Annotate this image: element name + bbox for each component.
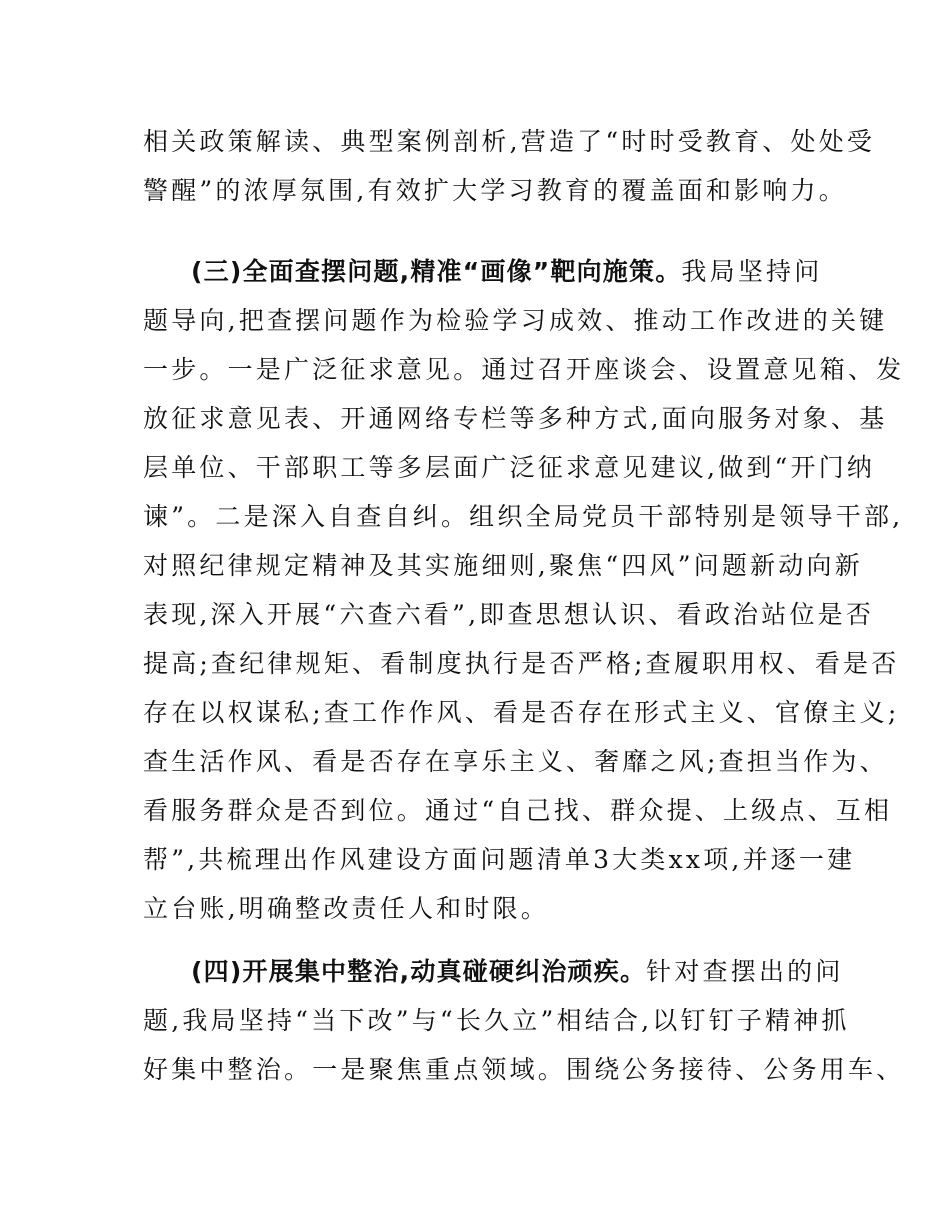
paragraph-line: 对照纪律规定精神及其实施细则,聚焦“四风”问题新动向新	[143, 551, 863, 580]
section-3-first-line-text: 我局坚持问	[681, 257, 823, 286]
paragraph-line: 层单位、干部职工等多层面广泛征求意见建议,做到“开门纳	[143, 453, 876, 482]
paragraph-line: 放征求意见表、开通网络专栏等多种方式,面向服务对象、基	[143, 404, 888, 433]
paragraph-line: 相关政策解读、典型案例剖析,营造了“时时受教育、处处受	[143, 127, 876, 156]
paragraph-line: 查生活作风、看是否存在享乐主义、奢靡之风;查担当作为、	[143, 747, 888, 776]
section-3-first-line	[191, 257, 822, 287]
paragraph-line: 谏”。二是深入自查自纠。组织全局党员干部特别是领导干部,	[143, 502, 904, 531]
paragraph-line: 一步。一是广泛征求意见。通过召开座谈会、设置意见箱、发	[143, 355, 905, 384]
section-4-first-line	[191, 957, 844, 987]
paragraph-line: 提高;查纪律规矩、看制度执行是否严格;查履职用权、看是否	[143, 649, 900, 678]
paragraph-line: 警醒”的浓厚氛围,有效扩大学习教育的覆盖面和影响力。	[143, 176, 847, 205]
paragraph-line: 立台账,明确整改责任人和时限。	[143, 894, 549, 923]
section-4-first-line-text: 针对查摆出的问	[646, 957, 844, 986]
section-4-heading: (四)开展集中整治,动真碰硬纠治顽疾。	[191, 957, 647, 986]
section-3-heading: (三)全面查摆问题,精准“画像”靶向施策。	[191, 257, 682, 286]
paragraph-line: 看服务群众是否到位。通过“自己找、群众提、上级点、互相	[143, 796, 893, 825]
paragraph-line: 存在以权谋私;查工作作风、看是否存在形式主义、官僚主义;	[143, 698, 900, 727]
paragraph-line: 帮”,共梳理出作风建设方面问题清单3大类xx项,并逐一建	[143, 845, 856, 874]
paragraph-line: 好集中整治。一是聚焦重点领域。围绕公务接待、公务用车、	[143, 1055, 905, 1084]
paragraph-line: 题,我局坚持“当下改”与“长久立”相结合,以钉钉子精神抓	[143, 1006, 850, 1035]
paragraph-line: 题导向,把查摆问题作为检验学习成效、推动工作改进的关键	[143, 306, 888, 335]
paragraph-line: 表现,深入开展“六查六看”,即查思想认识、看政治站位是否	[143, 600, 875, 629]
